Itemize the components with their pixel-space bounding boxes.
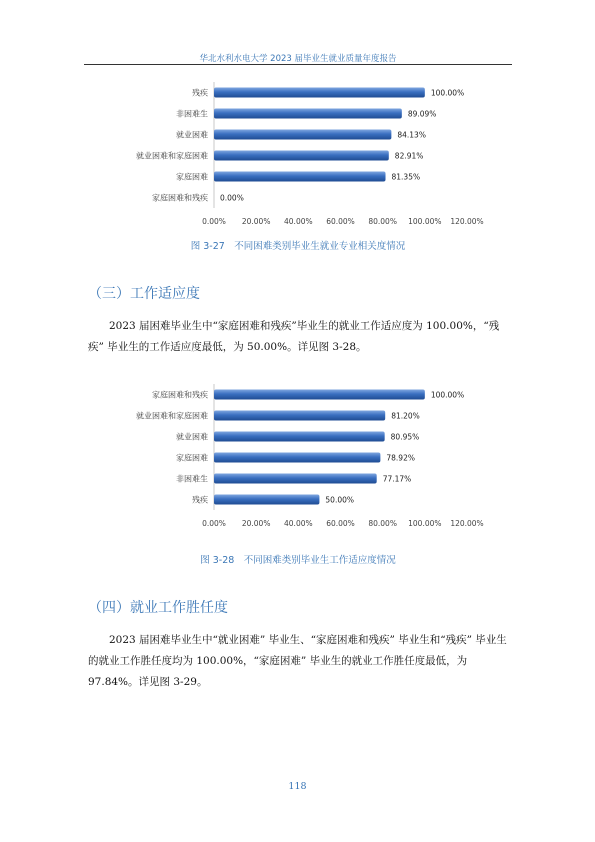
data-label: 82.91% — [394, 151, 424, 161]
data-label: 50.00% — [325, 495, 355, 505]
bar — [214, 411, 385, 421]
data-label: 81.35% — [391, 172, 421, 182]
x-tick-label: 0.00% — [202, 519, 226, 528]
category-label: 家庭困难和残疾 — [152, 390, 208, 400]
x-tick-label: 40.00% — [284, 217, 313, 226]
paragraph-work-adaptability — [88, 316, 508, 358]
bar — [214, 172, 386, 182]
header-divider — [84, 64, 512, 65]
category-label: 残疾 — [192, 495, 208, 505]
page-number: 118 — [288, 781, 307, 792]
section-title-job-competence: （四）就业工作胜任度 — [88, 600, 228, 616]
bar — [214, 432, 385, 442]
bar — [214, 495, 319, 505]
category-label: 非困难生 — [176, 474, 208, 484]
x-tick-label: 100.00% — [408, 519, 442, 528]
category-label: 就业困难和家庭困难 — [136, 151, 208, 161]
x-tick-label: 120.00% — [450, 519, 484, 528]
page-header: 华北水利水电大学 2023 届毕业生就业质量年度报告 — [199, 54, 397, 64]
category-label: 残疾 — [192, 88, 208, 98]
x-tick-label: 100.00% — [408, 217, 442, 226]
data-label: 84.13% — [397, 130, 426, 140]
category-label: 就业困难和家庭困难 — [136, 411, 208, 421]
x-tick-label: 80.00% — [368, 217, 397, 226]
data-label: 0.00% — [220, 193, 244, 203]
data-label: 89.09% — [407, 109, 437, 119]
chart-3-27 — [84, 78, 512, 228]
bar — [214, 130, 391, 140]
x-tick-label: 80.00% — [368, 519, 397, 528]
category-label: 非困难生 — [176, 109, 208, 119]
category-label: 家庭困难 — [176, 172, 208, 182]
data-label: 77.17% — [382, 474, 412, 484]
data-label: 80.95% — [390, 432, 420, 442]
bar — [214, 88, 425, 98]
paragraph-text: 2023 届困难毕业生中“就业困难” 毕业生、“家庭困难和残疾” 毕业生和“残疾” 毕业生的就业工作胜任度均为 100.00%，“家庭困难” 毕业生的就业工作胜任度最低，为 97.84%。详见图 3-29。 — [88, 634, 507, 688]
figure-caption-3-27: 图 3-27 不同困难类别毕业生就业专业相关度情况 — [190, 241, 406, 252]
x-tick-label: 0.00% — [202, 217, 226, 226]
category-label: 家庭困难 — [176, 453, 208, 463]
x-tick-label: 20.00% — [241, 519, 271, 528]
data-label: 78.92% — [386, 453, 415, 463]
bar-chart-major-relevance — [84, 78, 512, 228]
category-label: 就业困难 — [176, 130, 208, 140]
data-label: 81.20% — [391, 411, 420, 421]
data-label: 100.00% — [430, 390, 465, 400]
x-tick-label: 20.00% — [241, 217, 271, 226]
x-tick-label: 40.00% — [284, 519, 313, 528]
bar — [214, 453, 380, 463]
bar — [214, 151, 389, 161]
bar — [214, 390, 425, 400]
data-label: 100.00% — [430, 88, 465, 98]
x-tick-label: 120.00% — [450, 217, 484, 226]
category-label: 就业困难 — [176, 432, 208, 442]
bar-chart-work-adaptability — [84, 380, 512, 545]
x-tick-label: 60.00% — [326, 519, 355, 528]
paragraph-text: 2023 届困难毕业生中“家庭困难和残疾”毕业生的就业工作适应度为 100.00%，“残疾” 毕业生的工作适应度最低，为 50.00%。详见图 3-28。 — [88, 320, 500, 353]
category-label: 家庭困难和残疾 — [152, 193, 208, 203]
x-tick-label: 60.00% — [326, 217, 355, 226]
section-title-work-adaptability: （三）工作适应度 — [88, 286, 200, 302]
bar — [214, 474, 377, 484]
chart-3-28 — [84, 380, 512, 545]
figure-caption-3-28: 图 3-28 不同困难类别毕业生工作适应度情况 — [200, 555, 396, 566]
bar — [214, 109, 402, 119]
paragraph-job-competence — [88, 630, 508, 693]
